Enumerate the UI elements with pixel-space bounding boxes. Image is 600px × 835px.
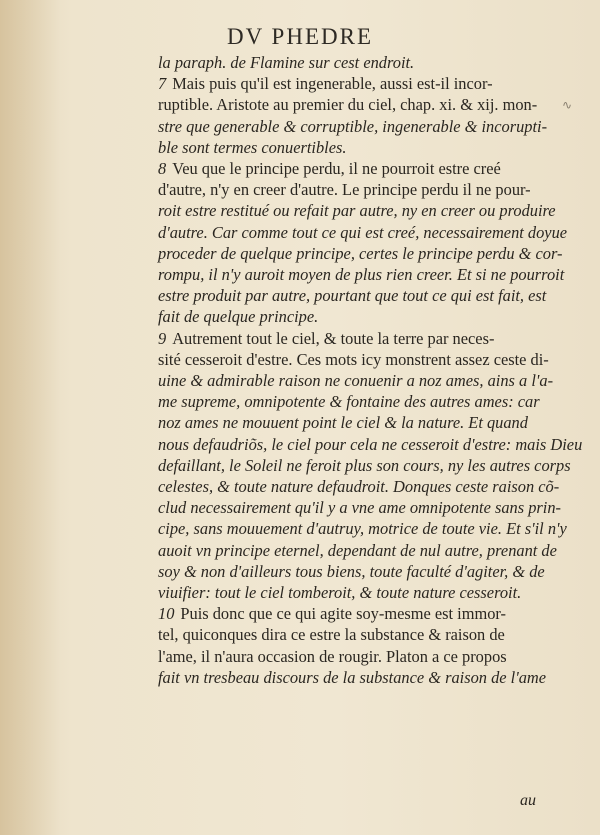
line-text: clud necessairement qu'il y a vne ame omnipotente sans prin- [158, 498, 562, 518]
text-line [158, 624, 558, 645]
paragraph-number: 10 [158, 604, 175, 624]
text-line [158, 497, 562, 518]
page-stain [0, 0, 60, 835]
line-text: cipe, sans mouuement d'autruy, motrice de toute vie. Et s'il n'y [158, 519, 567, 539]
text-line [158, 349, 558, 370]
line-text: fait de quelque principe. [158, 307, 319, 327]
line-text: ruptible. Aristote au premier du ciel, chap. xi. & xij. mon- [158, 95, 538, 115]
text-line [158, 518, 567, 539]
text-line [158, 116, 558, 137]
line-text: d'autre, n'y en creer d'autre. Le principe perdu il ne pour- [158, 180, 531, 200]
line-text: me supreme, omnipotente & fontaine des autres ames: car [158, 392, 540, 412]
line-text: tel, quiconques dira ce estre la substance & raison de [158, 625, 505, 645]
text-line [158, 391, 558, 412]
line-text: ble sont termes conuertibles. [158, 137, 347, 157]
line-text: roit estre restitué ou refait par autre, ny en creer ou produire [158, 201, 556, 221]
line-text: celestes, & toute nature defaudroit. Donques ceste raison cõ- [158, 477, 560, 497]
line-text: la paraph. de Flamine sur cest endroit. [158, 53, 415, 72]
text-line [158, 455, 571, 476]
line-text: soy & non d'ailleurs tous biens, toute faculté d'agiter, & de [158, 561, 545, 581]
text-line [158, 179, 558, 200]
line-text: proceder de quelque principe, certes le principe perdu & cor- [158, 243, 563, 263]
paragraph-number: 8 [158, 159, 167, 179]
line-text: sité cesseroit d'estre. Ces mots icy monstrent assez ceste di- [158, 349, 549, 369]
text-line [158, 94, 558, 115]
line-text: d'autre. Car comme tout ce qui est creé, necessairement doyue [158, 222, 568, 242]
line-text: auoit vn principe eternel, dependant de nul autre, prenant de [158, 540, 557, 560]
margin-mark: ∿ [562, 98, 573, 112]
line-text: uine & admirable raison ne conuenir a noz ames, ains a l'a- [158, 371, 554, 391]
text-line [158, 561, 558, 582]
text-line [158, 370, 558, 391]
text-line [158, 137, 558, 158]
line-text: estre produit par autre, pourtant que tout ce qui est fait, est [158, 286, 547, 306]
body-text [158, 52, 583, 688]
text-line [158, 222, 568, 243]
running-header: DV PHEDRE [226, 24, 373, 49]
line-text: l'ame, il n'aura occasion de rougir. Platon a ce propos [158, 646, 507, 666]
text-line [158, 540, 558, 561]
line-text: Mais puis qu'il est ingenerable, aussi est-il incor- [172, 74, 493, 94]
text-line [158, 476, 558, 497]
text-line [158, 264, 565, 285]
text-line [158, 412, 558, 433]
text-line [158, 434, 583, 455]
line-text: Autrement tout le ciel, & toute la terre par neces- [172, 328, 495, 348]
text-line [158, 243, 563, 264]
line-text: stre que generable & corruptible, ingenerable & incorupti- [158, 116, 548, 136]
line-text: Veu que le principe perdu, il ne pourroit estre creé [172, 159, 501, 179]
text-line [158, 667, 558, 688]
text-line [158, 328, 558, 349]
text-line [158, 603, 558, 624]
text-line [158, 52, 558, 73]
line-text: defaillant, le Soleil ne feroit plus son cours, ny les autres corps [158, 455, 571, 475]
line-text: nous defaudriõs, le ciel pour cela ne cesseroit d'estre: mais Dieu [158, 434, 583, 454]
text-line [158, 285, 558, 306]
paragraph-number: 9 [158, 328, 167, 348]
line-text: viuifier: tout le ciel tomberoit, & toute nature cesseroit. [158, 583, 522, 603]
text-line [158, 73, 558, 94]
paragraph-number: 7 [158, 74, 167, 94]
text-line [158, 200, 558, 221]
line-text: noz ames ne mouuent point le ciel & la nature. Et quand [158, 413, 528, 433]
line-text: fait vn tresbeau discours de la substance & raison de l'ame [158, 667, 547, 687]
text-line [158, 306, 558, 327]
catchword: au [520, 792, 536, 809]
text-line [158, 646, 558, 667]
text-line [158, 158, 558, 179]
line-text: rompu, il n'y auroit moyen de plus rien creer. Et si ne pourroit [158, 265, 565, 285]
text-line [158, 582, 558, 603]
line-text: Puis donc que ce qui agite soy-mesme est immor- [180, 604, 506, 624]
